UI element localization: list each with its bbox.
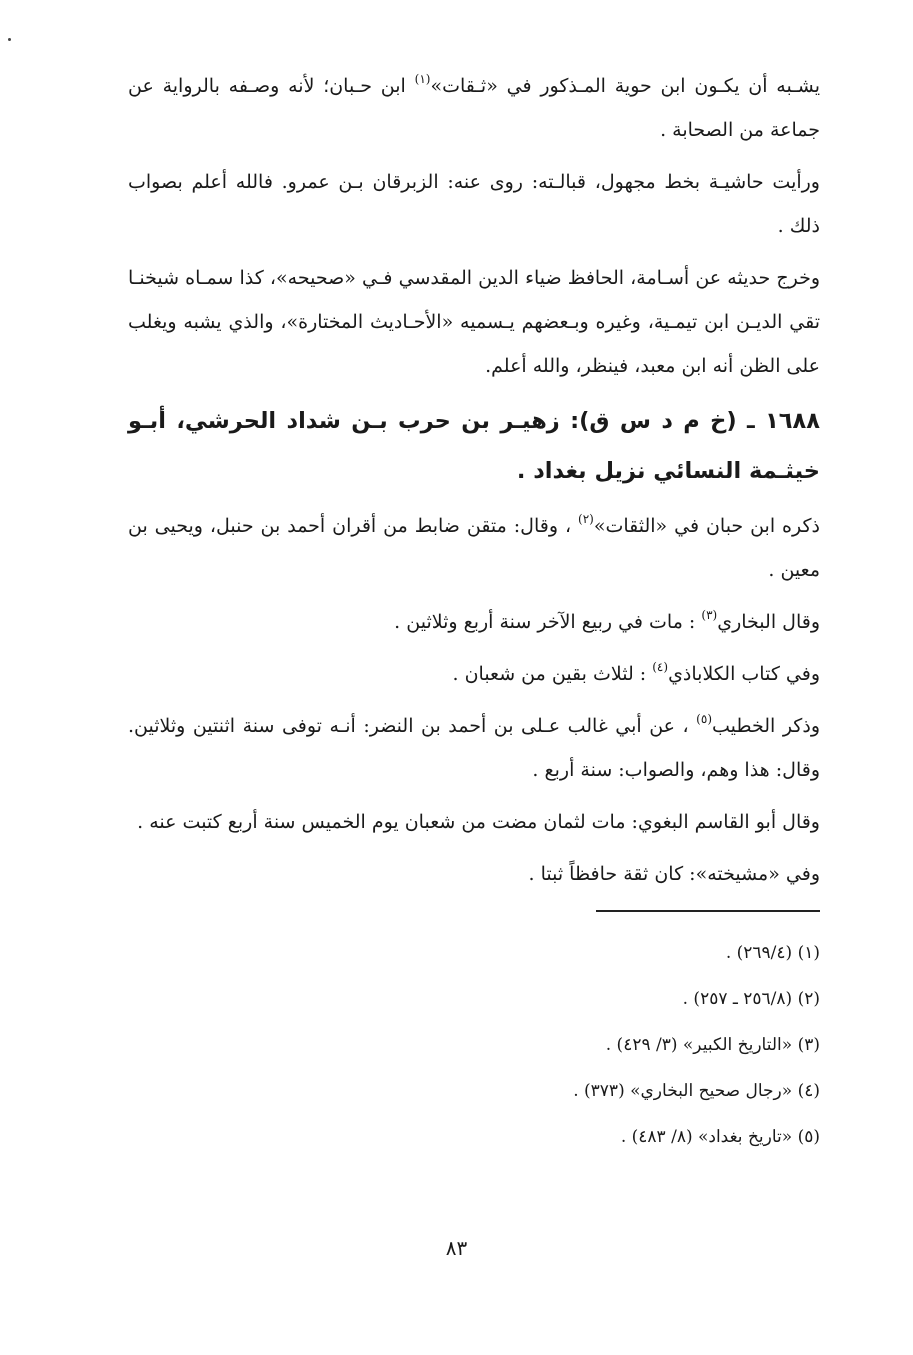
page-number: ٨٣ bbox=[445, 1236, 468, 1260]
footnote-1: (١) (٢٦٩/٤) . bbox=[725, 943, 820, 963]
paragraph-6-text-b: : لثلاث بقين من شعبان . bbox=[452, 663, 653, 685]
paragraph-1-text-a: يشـبه أن يكـون ابن حوية المـذكور في «ثـقات» bbox=[430, 75, 821, 97]
paragraph-7 bbox=[128, 704, 820, 792]
paragraph-4-text-b: ، وقال: متقن ضابط من أقران أحمد بن حنبل، ويحيى بن معين . bbox=[128, 515, 820, 581]
paragraph-5-text-b: : مات في ربيع الآخر سنة أربع وثلاثين . bbox=[394, 611, 702, 633]
biography-entry-heading: ١٦٨٨ ـ (خ م د س ق): زهيـر بن حرب بـن شداد الحرشي، أبـو خيثـمة النسائي نزيل بغداد . bbox=[128, 408, 820, 484]
paragraph-6-text-a: وفي كتاب الكلاباذي bbox=[668, 663, 820, 685]
paragraph-6 bbox=[128, 652, 820, 696]
paragraph-7-text-b: ، عن أبي غالب عـلى بن أحمد بن النضر: أنـه توفى سنة اثنتين وثلاثين. وقال: هذا وهم، والصواب: سنة أربع . bbox=[128, 715, 820, 781]
footnote-divider bbox=[596, 910, 820, 912]
footnote-ref-2[interactable]: (٢) bbox=[578, 512, 594, 526]
paragraph-3: وخرج حديثه عن أسـامة، الحافظ ضياء الدين المقدسي فـي «صحيحه»، كذا سمـاه شيخنـا تقي الديـن ابن تيمـية، وغيره وبـعضهم يـسميه «الأحـاديث المختارة»، والذي يشبه ويغلب على الظن أنه ابن معبد، فينظر، والله أعلم. bbox=[128, 267, 820, 377]
paragraph-5 bbox=[128, 600, 820, 644]
footnote-ref-3[interactable]: (٣) bbox=[701, 608, 718, 622]
scan-speck bbox=[8, 38, 11, 41]
footnote-3: (٣) «التاريخ الكبير» (٣/ ٤٢٩) . bbox=[605, 1035, 820, 1055]
paragraph-5-text-a: وقال البخاري bbox=[717, 611, 820, 633]
footnote-ref-1[interactable]: (١) bbox=[414, 72, 431, 86]
paragraph-7-text-a: وذكر الخطيب bbox=[712, 715, 820, 737]
paragraph-1-text-b: ابن حـبان؛ لأنه وصـفه بالرواية عن جماعة من الصحابة . bbox=[128, 75, 820, 141]
footnote-ref-5[interactable]: (٥) bbox=[696, 712, 712, 726]
paragraph-9: وفي «مشيخته»: كان ثقة حافظاً ثبتا . bbox=[528, 863, 820, 885]
paragraph-4 bbox=[128, 504, 820, 592]
paragraph-2: ورأيت حاشيـة بخط مجهول، قبالـته: روى عنه: الزبرقان بـن عمرو. فالله أعلم بصواب ذلك . bbox=[128, 171, 820, 237]
footnotes bbox=[128, 930, 820, 1160]
page-body bbox=[128, 64, 820, 1160]
paragraph-4-text-a: ذكره ابن حبان في «الثقات» bbox=[593, 515, 820, 537]
footnote-2: (٢) (٢٥٦/٨ ـ ٢٥٧) . bbox=[682, 989, 820, 1009]
paragraph-1 bbox=[128, 64, 820, 152]
footnote-ref-4[interactable]: (٤) bbox=[652, 660, 669, 674]
footnote-4: (٤) «رجال صحيح البخاري» (٣٧٣) . bbox=[573, 1081, 820, 1101]
footnote-5: (٥) «تاريخ بغداد» (٨/ ٤٨٣) . bbox=[620, 1127, 820, 1147]
paragraph-8: وقال أبو القاسم البغوي: مات لثمان مضت من شعبان يوم الخميس سنة أربع كتبت عنه . bbox=[137, 811, 820, 833]
